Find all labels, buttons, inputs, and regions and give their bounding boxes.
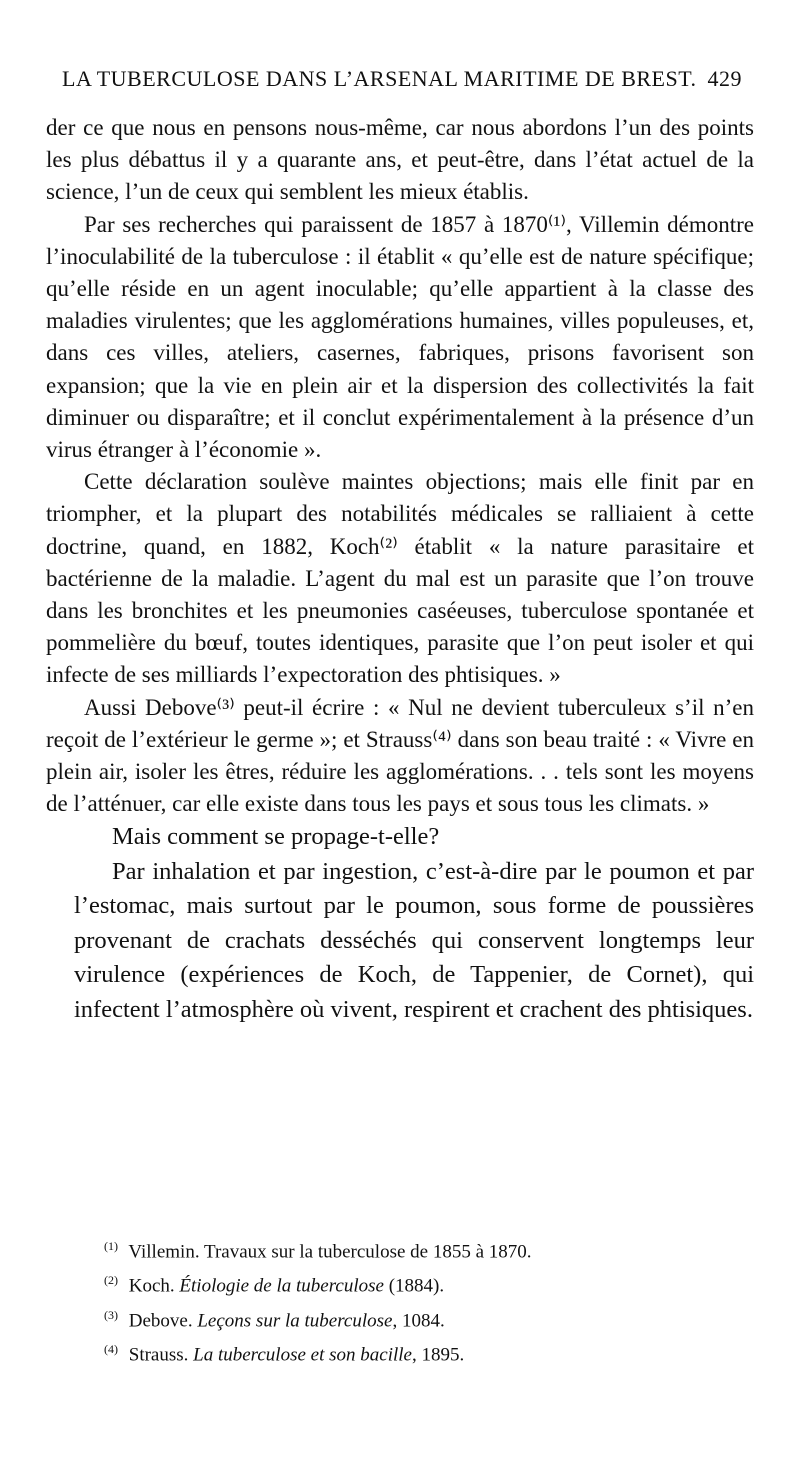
footnote-rest: (1884). xyxy=(383,1275,445,1297)
footnote-2 xyxy=(104,1266,744,1300)
footnote-title: Leçons sur la tuberculose xyxy=(197,1309,393,1331)
footnote-title: Étiologie de la tuberculose xyxy=(179,1275,384,1297)
paragraph-3: Cette déclaration soulève maintes objections; mais elle finit par en triompher, et la plupart des notabilités médicales se ralliaient à cette doctrine, quand, en 1882, Koch⁽²⁾ établit « la nature parasitaire et bactérienne de la maladie. L’agent du mal est un parasite que l’on trouve dans les bronchites et les pneumonies caséeuses, tuberculose spontanée et pommelière du bœuf, toutes identiques, parasite que l’on peut isoler et qui infecte de ses milliards l’expectoration des phtisiques. » xyxy=(46,469,754,688)
footnote-mark: (4) xyxy=(104,1341,118,1356)
paragraph-2: Par ses recherches qui paraissent de 1857 à 1870⁽¹⁾, Villemin démontre l’inoculabilité de la tuberculose : il établit « qu’elle est de nature spécifique; qu’elle réside en un agent inoculable; qu’elle appartient à la classe des maladies virulentes; que les agglomérations humaines, villes populeuses, et, dans ces villes, ateliers, casernes, fabriques, prisons favorisent son expansion; que la vie en plein air et la dispersion des collectivités la fait diminuer ou disparaître; et il conclut expérimentalement à la présence d’un virus étranger à l’économie ». xyxy=(46,211,754,463)
paragraph-4: Aussi Debove⁽³⁾ peut-il écrire : « Nul ne devient tuberculeux s’il n’en reçoit de l’extérieur le germe »; et Strauss⁽⁴⁾ dans son beau traité : « Vivre en plein air, isoler les êtres, réduire les agglomérations. . . tels sont les moyens de l’atténuer, car elle existe dans tous les pays et sous tous les climats. » xyxy=(46,694,754,817)
paragraph-1: der ce que nous en pensons nous-même, car nous abordons l’un des points les plus débattus il y a quarante ans, et peut-être, dans l’état actuel de la science, l’un de ceux qui semblent les mieux établis. xyxy=(46,115,754,205)
footnote-author: Koch. xyxy=(128,1275,175,1297)
footnote-mark: (1) xyxy=(104,1239,118,1253)
body-text xyxy=(46,112,754,1027)
footnote-rest: , 1084. xyxy=(392,1309,445,1331)
running-title: LA TUBERCULOSE DANS L’ARSENAL MARITIME DE BREST. xyxy=(62,66,697,91)
footnote-rest: , 1895. xyxy=(411,1344,465,1366)
footnote-3 xyxy=(104,1301,744,1335)
running-head xyxy=(62,66,742,96)
footnote-title: Travaux sur la tuberculose de 1855 à 1870. xyxy=(204,1241,532,1263)
footnote-author: Strauss. xyxy=(128,1344,189,1366)
footnote-author: Debove. xyxy=(128,1309,193,1331)
footnote-mark: (2) xyxy=(104,1273,118,1288)
footnote-author: Villemin. xyxy=(128,1241,200,1263)
footnote-4 xyxy=(104,1335,744,1369)
paragraph-answer: Par inhalation et par ingestion, c’est-à-dire par le poumon et par l’estomac, mais surtout par le poumon, sous forme de poussières provenant de crachats desséchés qui conservent longtemps leur virulence (expériences de Koch, de Tappenier, de Cornet), qui infectent l’atmosphère où vivent, respirent et crachent des phtisiques. xyxy=(74,857,754,1023)
footnotes xyxy=(104,1232,744,1369)
page-number: 429 xyxy=(707,66,742,91)
footnote-title: La tuberculose et son bacille xyxy=(193,1344,412,1366)
footnote-1 xyxy=(104,1232,744,1266)
paragraph-question: Mais comment se propage-t-elle? xyxy=(112,823,440,851)
footnote-mark: (3) xyxy=(104,1307,118,1322)
